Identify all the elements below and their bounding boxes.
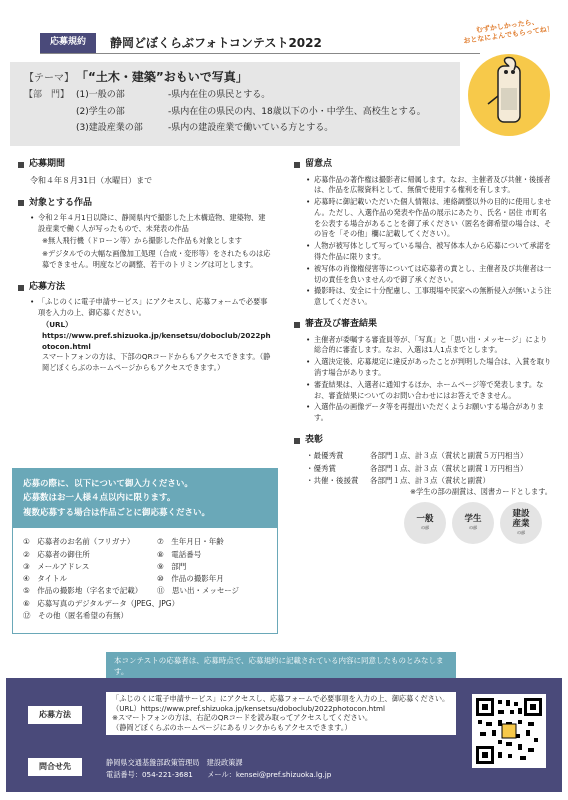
apply-head-line: 応募の際に、以下について御入力ください。: [23, 479, 193, 489]
department-key: 【部 門】: [24, 90, 70, 100]
page-title: 静岡どぼくらぶフォトコンテスト2022: [110, 36, 322, 50]
circle-sub: の部: [469, 525, 477, 531]
list-item: ③ メールアドレス: [23, 561, 90, 571]
award-desc: 各部門１点、計３点（賞状と副賞）: [370, 475, 490, 485]
qr-code[interactable]: [472, 694, 546, 768]
rules-badge: 応募規約: [40, 33, 96, 53]
list-item: ① 応募者のお名前（フリガナ）: [23, 537, 135, 547]
department-circle-construction: [500, 502, 542, 544]
theme-box: [10, 62, 460, 146]
award-row: [306, 475, 552, 486]
mascot-illustration: [468, 54, 550, 136]
awards-heading: 表彰: [294, 434, 552, 448]
award-desc: 各部門１点、計３点（賞状と副賞５万円相当）: [370, 451, 528, 461]
department-circle-general: [404, 502, 446, 544]
footer-method-label: 応募方法: [28, 706, 82, 724]
works-heading: 対象とする作品: [18, 197, 272, 211]
list-item: ⑩ 作品の撮影年月: [157, 574, 224, 584]
judging-item: • 主催者が委嘱する審査員等が、「写真」と「思い出・メッセージ」により総合的に審査します。なお、入選は1人1点までとします。: [306, 335, 552, 357]
judging-item: • 入選作品の画像データ等を再提出いただくようお願いする場合があります。: [306, 402, 552, 424]
header-divider: [40, 53, 480, 54]
list-item: ⑤ 作品の撮影地（字名まで記載）: [23, 586, 143, 596]
apply-head-line: 複数応募する場合は作品ごとに御応募ください。: [23, 507, 211, 518]
department-name: (3)建設産業の部: [76, 123, 143, 133]
department-desc: -県内在住の県民の内、18歳以下の小・中学生、高校生とする。: [168, 106, 426, 117]
circle-label: 学生: [464, 514, 482, 525]
award-name: ・最優秀賞: [306, 451, 344, 461]
circle-sub: の部: [421, 525, 429, 531]
speech-text: むずかしかったら、 おとなによんでもらってね！: [462, 17, 555, 46]
award-name: ・優秀賞: [306, 463, 336, 473]
list-item: ④ タイトル: [23, 574, 68, 584]
note-item: • 応募時に御記載いただいた個人情報は、連絡調整以外の目的に使用しません。ただし、入選作品の発表や作品の展示にあたり、氏名・居住 市町名を公表する場合があることを御了承ください（匿名を御希望の場合は、その旨を「その他」欄に記載してください）。: [306, 197, 552, 240]
method-body: [18, 297, 272, 374]
footer-contact-org: 静岡県交通基盤部政策管理局 建設政策課: [106, 758, 243, 767]
method-heading: 応募方法: [18, 281, 272, 295]
award-desc: 各部門１点、計３点（賞状と副賞１万円相当）: [370, 463, 528, 473]
department-row: [24, 89, 446, 103]
notes-body: [294, 175, 552, 309]
footer-contact-label: 問合せ先: [28, 758, 82, 776]
works-bullet: • 令和２年４月1日以降に、静岡県内で撮影した上木構造物、建築物、建設産業で働く人が写ったもので、未発表の作品: [30, 213, 272, 235]
works-note-digital: ※デジタルでの大幅な画像加工処理（合成・変形等）をされたものは応募できません。明度などの調整、若干のトリミングは可とします。: [42, 249, 271, 270]
awards-body: [294, 450, 552, 544]
award-row: [306, 450, 552, 461]
period-heading: 応募期間: [18, 158, 272, 172]
list-item: ② 応募者の御住所: [23, 549, 90, 559]
apply-head-line: 応募数はお一人様４点以内に限ります。: [23, 493, 176, 504]
judging-heading: 審査及び審査結果: [294, 318, 552, 332]
department-row: [24, 122, 446, 136]
note-item: • 被写体の肖像権侵害等については応募者の責とし、主催者及び共催者は一切の責任を負いませんので御了承ください。: [306, 264, 552, 286]
list-item: ⑪ 思い出・メッセージ: [157, 586, 240, 596]
list-item: ⑧ 電話番号: [157, 549, 202, 559]
circle-label: 一般: [416, 514, 434, 525]
page-header: [40, 32, 490, 54]
footer-method-text: 「ふじのくに電子申請サービス」にアクセスし、応募フォームで必要事項を入力の上、御応募ください。 （URL）https://www.pref.shizuoka.jp/kensetsu/doboclub/2022photocon.html ※スマートフォンの方は、右記のQRコードを読み取ってアクセスしてください。 （静岡どぼくらぶのホームページにあるリンクからもアクセスできます。）: [106, 692, 456, 735]
list-item: ⑨ 部門: [157, 561, 187, 571]
judging-item: • 審査結果は、入選者に通知するほか、ホームページ等で発表します。なお、審査結果についてのお問い合わせにはお答えできません。: [306, 380, 552, 402]
url-label: （URL）: [42, 320, 73, 330]
award-name: ・共催・後援賞: [306, 475, 359, 485]
works-note-drone: ※無人飛行機（ドローン等）から撮影した作品も対象とします: [42, 235, 242, 245]
notes-heading: 留意点: [294, 158, 552, 172]
footer-panel: [6, 678, 562, 792]
period-text: 令和４年８月31日（水曜日）まで: [30, 175, 153, 185]
department-circles: [306, 502, 542, 544]
department-circle-student: [452, 502, 494, 544]
application-items-list: [13, 528, 277, 629]
judging-item: • 入選決定後、応募規定に違反があったことが判明した場合は、入賞を取り消す場合があります。: [306, 357, 552, 379]
right-column: [294, 158, 552, 554]
department-desc: -県内在住の県民とする。: [168, 90, 271, 100]
list-item: ⑫ その他（匿名希望の有無）: [23, 610, 128, 620]
consent-notice: 本コンテストの応募者は、応募時点で、応募規約に記載されている内容に同意したものとみなします。: [106, 652, 456, 681]
judging-body: [294, 335, 552, 424]
list-item: [157, 598, 277, 609]
note-item: • 撮影時は、安全に十分配慮し、工事現場や民家への無断侵入が無いよう注意してください。: [306, 286, 552, 308]
list-item: ⑥ 応募写真のデジタルデータ（JPEG、JPG）: [23, 598, 180, 608]
circle-label: 建設 産業: [512, 509, 530, 529]
left-column: [18, 158, 272, 384]
method-note: スマートフォンの方は、下部のQRコードからもアクセスできます。（静岡どぼくらぶのホームページからもアクセスできます。）: [42, 352, 271, 373]
circle-sub: の部: [517, 530, 525, 536]
list-item: [157, 610, 277, 621]
department-name: (2)学生の部: [76, 106, 125, 117]
award-note: ※学生の部の副賞は、図書カードとします。: [409, 487, 552, 497]
theme-row: [24, 68, 446, 86]
theme-key: 【テーマ】: [24, 73, 74, 84]
list-item: ⑦ 生年月日・年齢: [157, 537, 224, 547]
application-url-link[interactable]: https://www.pref.shizuoka.jp/kensetsu/doboclub/2022photocon.html: [42, 330, 271, 351]
mascot-icon: [468, 54, 550, 136]
application-items-header: [13, 469, 277, 528]
qr-code-icon: [476, 698, 542, 764]
footer-contact-detail: 電話番号：054-221-3681 メール：kensei@pref.shizuoka.lg.jp: [106, 770, 332, 779]
department-name: (1)一般の部: [76, 90, 125, 100]
period-body: [18, 175, 272, 187]
works-body: [18, 213, 272, 271]
department-desc: -県内の建設産業で働いている方とする。: [168, 123, 334, 133]
department-row: [24, 106, 446, 120]
method-bullet: • 「ふじのくに電子申請サービス」にアクセスし、応募フォームで必要事項を入力の上、御応募ください。: [30, 297, 272, 319]
note-item: • 人物が被写体として写っている場合、被写体本人から応募について承諾を得た作品に限ります。: [306, 241, 552, 263]
application-items-box: [12, 468, 278, 634]
theme-value: 「“土木・建築”おもいで写真」: [76, 70, 248, 84]
note-item: • 応募作品の著作権は撮影者に帰属します。なお、主催者及び共催・後援者は、作品を広報資料として、無償で使用する権利を有します。: [306, 175, 552, 197]
award-row: [306, 463, 552, 474]
